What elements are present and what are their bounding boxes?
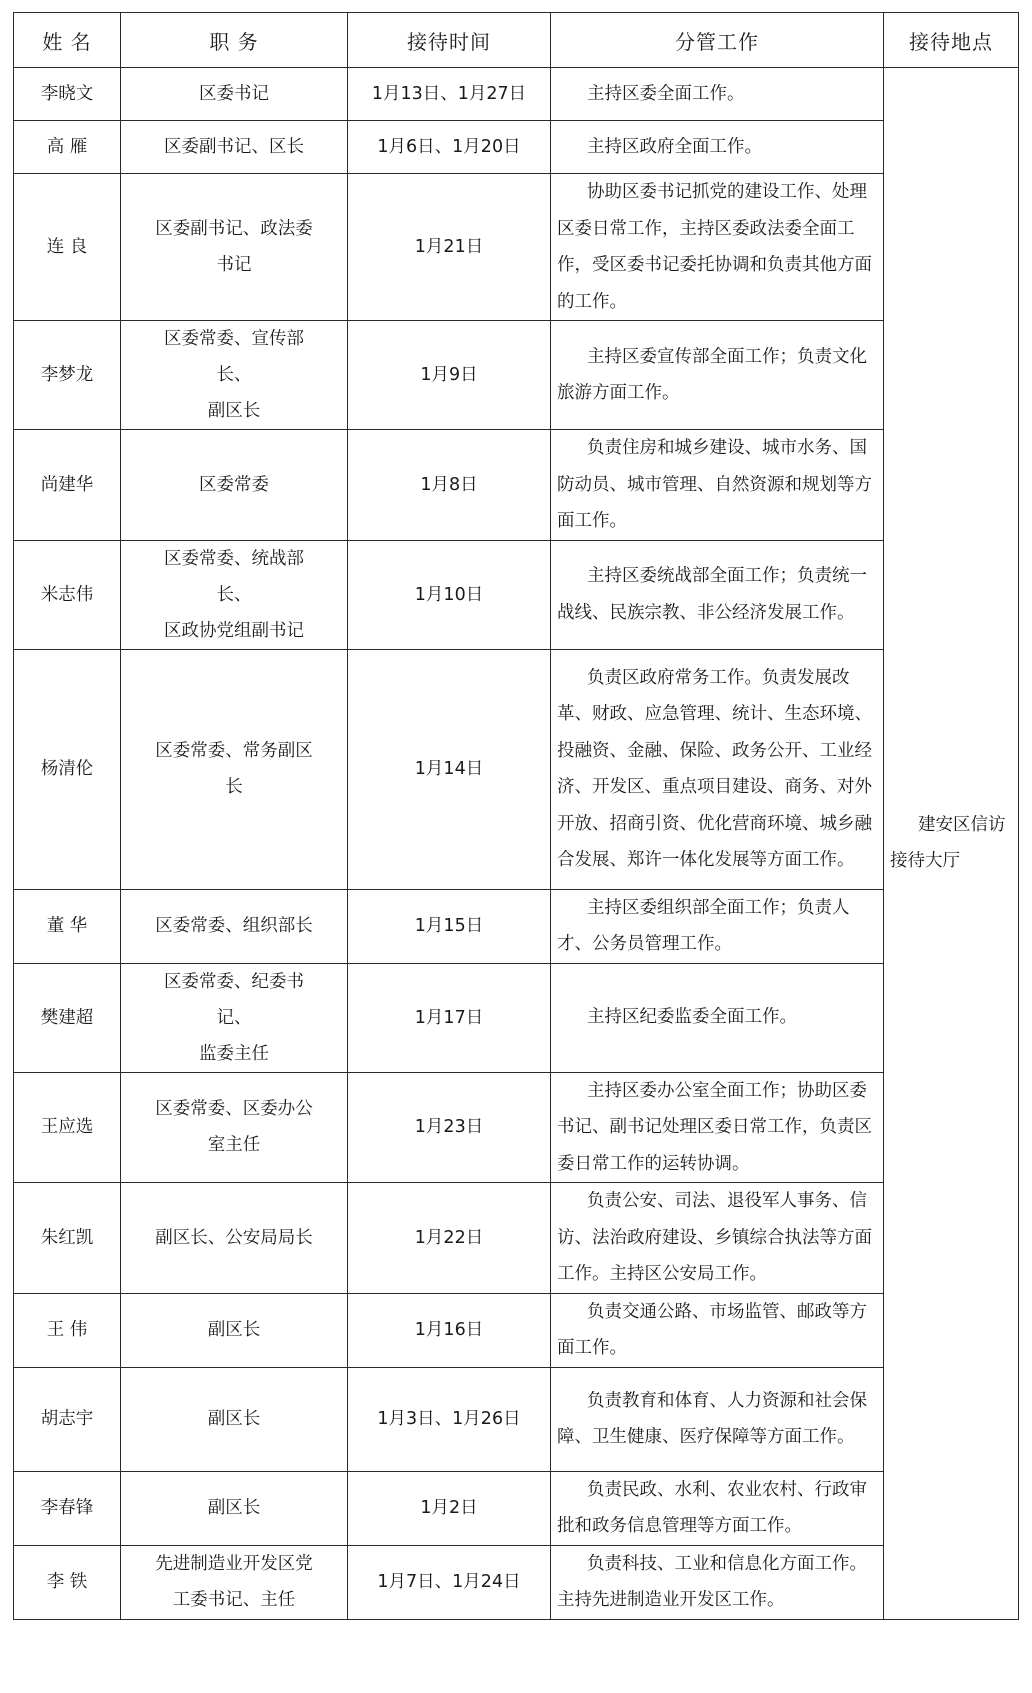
table-row [14,68,1019,121]
table-row [14,1545,1019,1619]
work-responsibility: 负责科技、工业和信息化方面工作。主持先进制造业开发区工作。 [551,1545,884,1619]
reception-time: 1月17日 [348,963,551,1072]
official-name: 杨清伦 [14,649,121,889]
official-name: 李春锋 [14,1471,121,1545]
post-line: 区委副书记、区长 [164,137,304,157]
reception-time: 1月16日 [348,1293,551,1367]
reception-time: 1月22日 [348,1183,551,1294]
official-name: 王 伟 [14,1293,121,1367]
post-line: 区委常委、统战部 [164,548,304,569]
work-responsibility: 主持区政府全面工作。 [551,121,884,174]
post-line: 先进制造业开发区党 [155,1554,313,1574]
work-responsibility: 负责交通公路、市场监管、邮政等方面工作。 [551,1293,884,1367]
table-row [14,121,1019,174]
header-place: 接待地点 [884,13,1019,68]
post-line: 区委常委、常务副区 [155,741,313,761]
official-post [121,321,348,430]
table-row [14,1293,1019,1367]
table-row [14,1072,1019,1183]
post-line: 监委主任 [199,1043,269,1064]
header-name: 姓 名 [14,13,121,68]
reception-time: 1月8日 [348,430,551,541]
official-name: 米志伟 [14,540,121,649]
reception-time: 1月15日 [348,889,551,963]
official-name: 李晓文 [14,68,121,121]
header-post: 职 务 [121,13,348,68]
table-row [14,1367,1019,1471]
official-post [121,430,348,541]
official-post [121,174,348,321]
post-line: 副区长 [207,1498,261,1518]
post-line: 区委常委、区委办公 [155,1099,313,1120]
work-responsibility: 主持区委宣传部全面工作；负责文化旅游方面工作。 [551,321,884,430]
header-work: 分管工作 [551,13,884,68]
post-line: 区委书记 [199,84,269,104]
table-row [14,1183,1019,1294]
reception-time: 1月14日 [348,649,551,889]
post-line: 副区长 [207,401,261,421]
reception-time: 1月6日、1月20日 [348,121,551,174]
official-name: 朱红凯 [14,1183,121,1294]
post-line: 工委书记、主任 [172,1590,296,1610]
work-responsibility: 主持区委全面工作。 [551,68,884,121]
official-post [121,1072,348,1183]
official-name: 高 雁 [14,121,121,174]
reception-time: 1月13日、1月27日 [348,68,551,121]
table-row [14,649,1019,889]
post-line: 记、 [216,1007,252,1028]
official-name: 连 良 [14,174,121,321]
post-line: 长、 [216,584,252,605]
reception-time: 1月23日 [348,1072,551,1183]
post-line: 副区长 [207,1320,261,1340]
official-post [121,1545,348,1619]
official-post [121,1471,348,1545]
official-post [121,1367,348,1471]
reception-time: 1月2日 [348,1471,551,1545]
post-line: 书记 [216,255,252,275]
post-line: 长 [225,777,243,797]
work-responsibility: 负责公安、司法、退役军人事务、信访、法治政府建设、乡镇综合执法等方面工作。主持区公安局工作。 [551,1183,884,1294]
table-row [14,1471,1019,1545]
official-name: 李梦龙 [14,321,121,430]
post-line: 室主任 [207,1135,261,1156]
official-post [121,121,348,174]
table-row [14,540,1019,649]
post-line: 副区长、公安局局长 [155,1227,313,1248]
reception-time: 1月21日 [348,174,551,321]
work-responsibility: 主持区纪委监委全面工作。 [551,963,884,1072]
official-post [121,963,348,1072]
post-line: 区委常委 [199,474,269,495]
work-responsibility: 负责住房和城乡建设、城市水务、国防动员、城市管理、自然资源和规划等方面工作。 [551,430,884,541]
work-responsibility: 主持区委组织部全面工作；负责人才、公务员管理工作。 [551,889,884,963]
post-line: 副区长 [207,1409,261,1429]
reception-time: 1月7日、1月24日 [348,1545,551,1619]
work-responsibility: 主持区委办公室全面工作；协助区委书记、副书记处理区委日常工作，负责区委日常工作的运转协调。 [551,1072,884,1183]
official-post [121,889,348,963]
post-line: 区委常委、组织部长 [155,916,313,936]
official-name: 王应选 [14,1072,121,1183]
post-line: 区政协党组副书记 [164,620,304,641]
official-post [121,68,348,121]
official-post [121,1183,348,1294]
post-line: 区委常委、纪委书 [164,971,304,992]
official-name: 尚建华 [14,430,121,541]
table-row [14,321,1019,430]
post-line: 区委常委、宣传部 [164,329,304,349]
reception-table [13,12,1019,1620]
table-row [14,430,1019,541]
header-row [14,13,1019,68]
work-responsibility: 负责民政、水利、农业农村、行政审批和政务信息管理等方面工作。 [551,1471,884,1545]
table-row [14,174,1019,321]
official-post [121,1293,348,1367]
official-name: 胡志宇 [14,1367,121,1471]
official-post [121,649,348,889]
official-post [121,540,348,649]
post-line: 长、 [216,365,252,385]
work-responsibility: 负责教育和体育、人力资源和社会保障、卫生健康、医疗保障等方面工作。 [551,1367,884,1471]
official-name: 樊建超 [14,963,121,1072]
reception-time: 1月9日 [348,321,551,430]
work-responsibility: 负责区政府常务工作。负责发展改革、财政、应急管理、统计、生态环境、投融资、金融、保险、政务公开、工业经济、开发区、重点项目建设、商务、对外开放、招商引资、优化营商环境、城乡融合发展、郑许一体化发展等方面工作。 [551,649,884,889]
official-name: 李 铁 [14,1545,121,1619]
work-responsibility: 主持区委统战部全面工作；负责统一战线、民族宗教、非公经济发展工作。 [551,540,884,649]
table-row [14,963,1019,1072]
reception-time: 1月3日、1月26日 [348,1367,551,1471]
official-name: 董 华 [14,889,121,963]
reception-time: 1月10日 [348,540,551,649]
work-responsibility: 协助区委书记抓党的建设工作、处理区委日常工作，主持区委政法委全面工作，受区委书记委托协调和负责其他方面的工作。 [551,174,884,321]
header-time: 接待时间 [348,13,551,68]
post-line: 区委副书记、政法委 [155,219,313,239]
reception-place: 建安区信访接待大厅 [884,68,1019,1620]
table-row [14,889,1019,963]
